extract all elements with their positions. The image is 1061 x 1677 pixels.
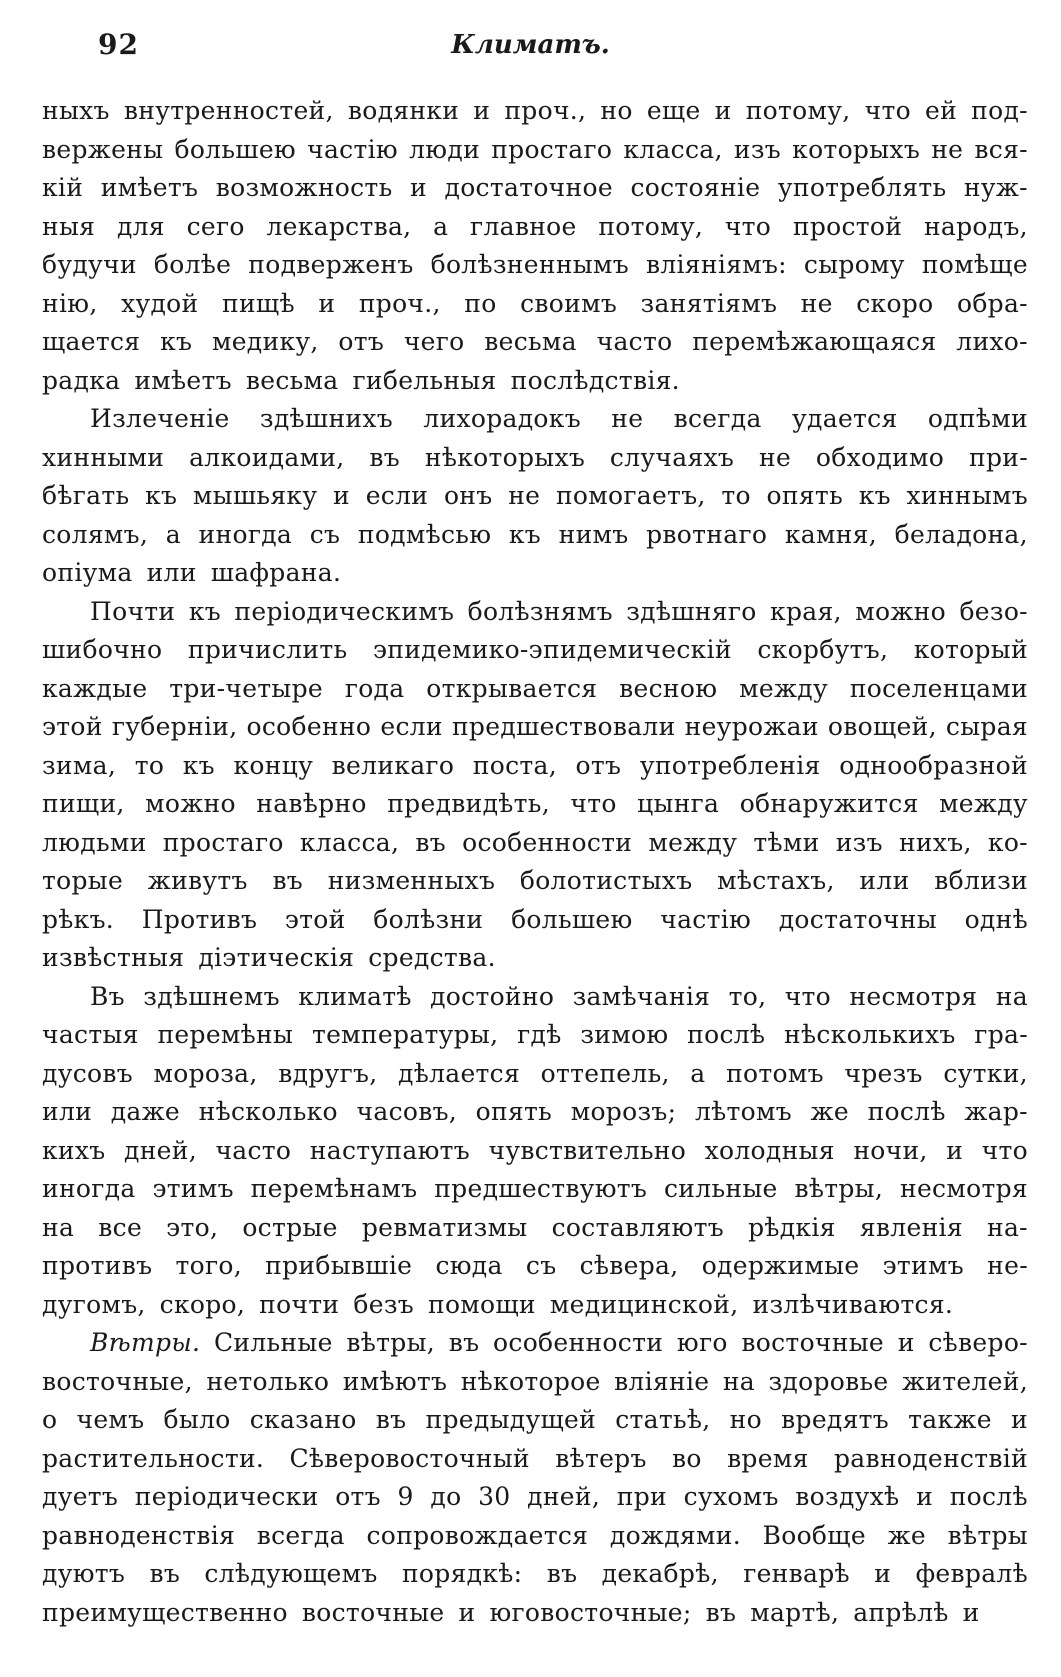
text-line: шибочно причислить эпидемико-эпидемическій скорбутъ, который (42, 635, 1028, 664)
text-line: дуютъ въ слѣдующемъ порядкѣ: въ декабрѣ, генварѣ и февралѣ (42, 1559, 1028, 1588)
text-line: Излеченіе здѣшнихъ лихорадокъ не всегда удается одпѣми (90, 404, 1028, 433)
text-line: этой губерніи, особенно если предшествовали неурожаи овощей, сырая (42, 712, 1028, 741)
paragraph (42, 978, 1028, 1325)
text-line: солямъ, а иногда съ подмѣсью къ нимъ рвотнаго камня, беладона, (42, 519, 1028, 549)
text-line: равноденствія всегда сопровождается дождями. Вообще же вѣтры (42, 1520, 1028, 1550)
text-line: на все это, острые ревматизмы составляютъ рѣдкія явленія на- (42, 1212, 1028, 1242)
body-text (42, 92, 1028, 1632)
text-line: восточные, нетолько имѣютъ нѣкоторое вліяніе на здоровье жителей, (42, 1366, 1028, 1396)
text-line: зима, то къ концу великаго поста, отъ употребленія однообразной (42, 750, 1028, 780)
section-lead: Вѣтры. (90, 1328, 201, 1357)
paragraph (42, 92, 1028, 400)
text-line: дуетъ періодически отъ 9 до 30 дней, при сухомъ воздухѣ и послѣ (42, 1482, 1028, 1511)
text-line: о чемъ было сказано въ предыдущей статьѣ, но вредятъ также и (42, 1405, 1028, 1434)
text-line: Вѣтры. Сильные вѣтры, въ особенности юго восточные и сѣверо- (42, 1324, 1028, 1363)
text-line: или даже нѣсколько часовъ, опять морозъ; лѣтомъ же послѣ жар- (42, 1097, 1028, 1126)
text-line: дугомъ, скоро, почти безъ помощи медицинской, излѣчиваются. (42, 1289, 954, 1319)
text-line: людьми простаго класса, въ особенности между тѣми изъ нихъ, ко- (42, 827, 1028, 857)
paragraph (42, 400, 1028, 593)
text-line: каждые три-четыре года открывается весною между поселенцами (42, 673, 1028, 703)
text-line: радка имѣетъ весьма гибельныя послѣдствія. (42, 365, 680, 395)
text-line: рѣкъ. Противъ этой болѣзни большею частію достаточны однѣ (42, 904, 1028, 934)
text-line: торые живутъ въ низменныхъ болотистыхъ мѣстахъ, или вблизи (42, 866, 1028, 895)
text-line: опіума или шафрана. (42, 558, 342, 587)
text-line: щается къ медику, отъ чего весьма часто перемѣжающаяся лихо- (42, 327, 1028, 356)
text-line: ныя для сего лекарства, а главное потому, что простой народъ, (42, 211, 1028, 241)
page-number: 92 (98, 28, 139, 61)
page-header (0, 28, 1061, 68)
text-line: пищи, можно навѣрно предвидѣть, что цынга обнаружится между (42, 789, 1028, 818)
text-line: ныхъ внутренностей, водянки и проч., но еще и потому, что ей под- (42, 96, 1028, 125)
text-line: частыя перемѣны температуры, гдѣ зимою послѣ нѣсколькихъ гра- (42, 1020, 1028, 1049)
paragraph (42, 1324, 1028, 1632)
text-line: Въ здѣшнемъ климатѣ достойно замѣчанія то, что несмотря на (90, 981, 1028, 1011)
text-line: вержены большею частію люди простаго класса, изъ которыхъ не вся- (42, 134, 1028, 164)
text-line: извѣстныя діэтическія средства. (42, 943, 496, 972)
text-line: противъ того, прибывшіе сюда съ сѣвера, одержимые этимъ не- (42, 1251, 1028, 1280)
running-title: Климатъ. (451, 30, 610, 60)
text-line: кихъ дней, часто наступаютъ чувствительно холодныя ночи, и что (42, 1135, 1028, 1165)
text-line: дусовъ мороза, вдругъ, дѣлается оттепель, а потомъ чрезъ сутки, (42, 1058, 1028, 1088)
text-line: Почти къ періодическимъ болѣзнямъ здѣшняго края, можно безо- (90, 596, 1028, 626)
paragraph (42, 593, 1028, 978)
text-line: будучи болѣе подверженъ болѣзненнымъ вліяніямъ: сырому помѣще (42, 250, 1028, 279)
text-line: растительности. Сѣверовосточный вѣтеръ во время равноденствій (42, 1443, 1028, 1473)
text-line: нію, худой пищѣ и проч., по своимъ занятіямъ не скоро обра- (42, 288, 1028, 318)
text-line: бѣгать къ мышьяку и если онъ не помогаетъ, то опять къ хиннымъ (42, 481, 1028, 510)
text-line: хинными алкоидами, въ нѣкоторыхъ случаяхъ не обходимо при- (42, 442, 1028, 472)
text-line: преимущественно восточные и юговосточные; въ мартѣ, апрѣлѣ и (42, 1597, 980, 1627)
text-line: иногда этимъ перемѣнамъ предшествуютъ сильные вѣтры, несмотря (42, 1174, 1028, 1203)
text-line: кій имѣетъ возможность и достаточное состояніе употреблять нуж- (42, 173, 1028, 202)
